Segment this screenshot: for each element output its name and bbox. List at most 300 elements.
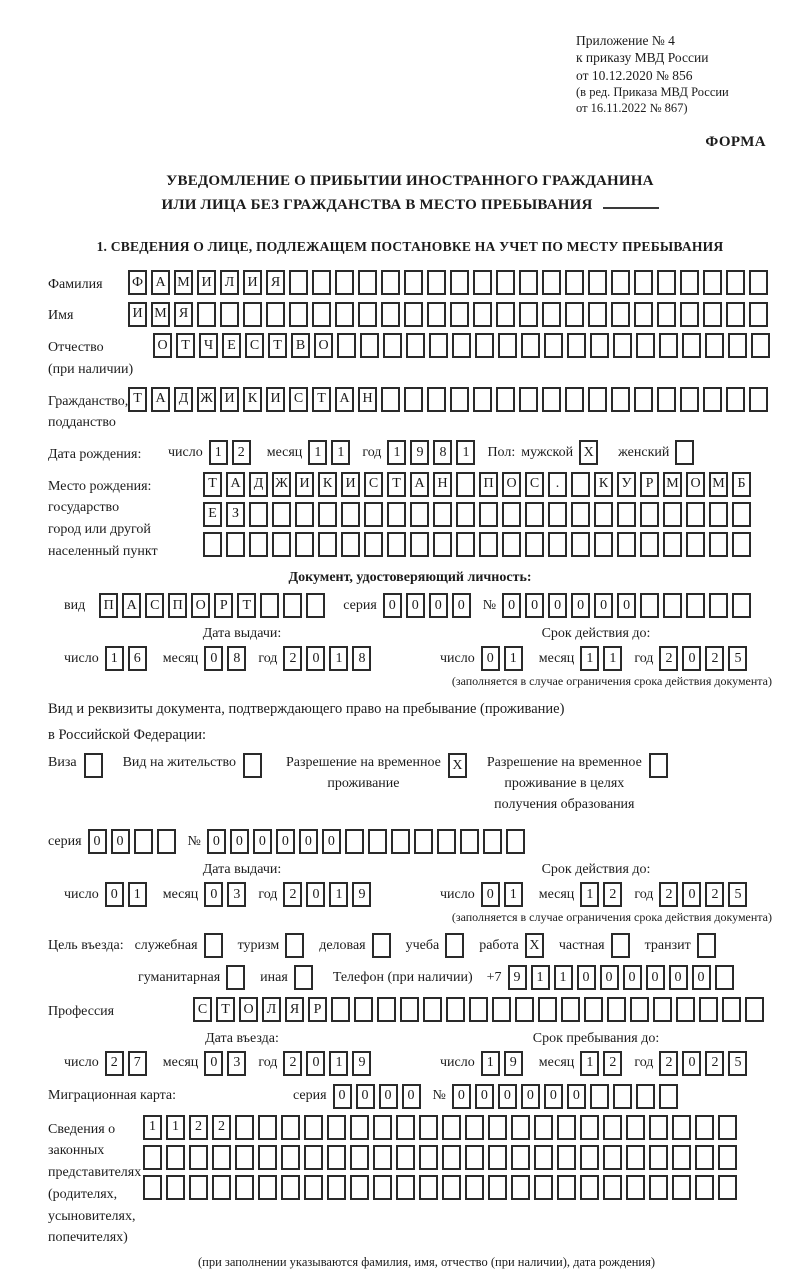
citizenship-box[interactable]: И bbox=[220, 387, 239, 412]
surname-box[interactable] bbox=[289, 270, 308, 295]
representatives-box[interactable] bbox=[580, 1115, 599, 1140]
edu-residence-box[interactable] bbox=[649, 753, 668, 778]
representatives-box[interactable] bbox=[258, 1175, 277, 1200]
residence-series-field[interactable] bbox=[88, 829, 180, 854]
migration-number-box[interactable]: 0 bbox=[521, 1084, 540, 1109]
representatives-box[interactable] bbox=[465, 1175, 484, 1200]
representatives-box[interactable] bbox=[235, 1175, 254, 1200]
representatives-box[interactable] bbox=[166, 1175, 185, 1200]
identity-issue-year-box[interactable]: 8 bbox=[352, 646, 371, 671]
migration-series-box[interactable]: 0 bbox=[379, 1084, 398, 1109]
phone-field[interactable] bbox=[508, 965, 738, 990]
name-box[interactable] bbox=[266, 302, 285, 327]
identity-valid-month-box[interactable]: 1 bbox=[580, 646, 599, 671]
sex-female-checkbox[interactable] bbox=[675, 440, 698, 465]
surname-box[interactable] bbox=[473, 270, 492, 295]
surname-box[interactable] bbox=[588, 270, 607, 295]
migration-number-box[interactable]: 0 bbox=[567, 1084, 586, 1109]
doc-number-box[interactable] bbox=[732, 593, 751, 618]
surname-box[interactable] bbox=[335, 270, 354, 295]
birth-place-box[interactable] bbox=[364, 532, 383, 557]
citizenship-field[interactable] bbox=[128, 387, 772, 412]
residence-valid-year-field[interactable] bbox=[659, 882, 751, 907]
doc-number-box[interactable] bbox=[686, 593, 705, 618]
identity-valid-year-field[interactable] bbox=[659, 646, 751, 671]
birth-day-box[interactable]: 1 bbox=[209, 440, 228, 465]
purpose-private-box[interactable] bbox=[611, 933, 630, 958]
entry-day-field[interactable] bbox=[105, 1051, 151, 1076]
residence-issue-day-box[interactable]: 0 bbox=[105, 882, 124, 907]
profession-box[interactable] bbox=[584, 997, 603, 1022]
profession-box[interactable] bbox=[699, 997, 718, 1022]
name-box[interactable] bbox=[427, 302, 446, 327]
identity-issue-month-box[interactable]: 0 bbox=[204, 646, 223, 671]
stay-year-box[interactable]: 2 bbox=[705, 1051, 724, 1076]
doc-number-box[interactable]: 0 bbox=[502, 593, 521, 618]
profession-box[interactable] bbox=[745, 997, 764, 1022]
representatives-box[interactable] bbox=[672, 1175, 691, 1200]
residence-valid-year-box[interactable]: 2 bbox=[705, 882, 724, 907]
patronymic-box[interactable] bbox=[567, 333, 586, 358]
surname-box[interactable] bbox=[634, 270, 653, 295]
citizenship-box[interactable] bbox=[450, 387, 469, 412]
birth-place-box[interactable] bbox=[709, 502, 728, 527]
surname-box[interactable]: И bbox=[243, 270, 262, 295]
representatives-box[interactable] bbox=[557, 1115, 576, 1140]
birth-place-box[interactable] bbox=[525, 532, 544, 557]
doc-kind-box[interactable]: С bbox=[145, 593, 164, 618]
birth-place-field-line3[interactable] bbox=[203, 532, 755, 557]
residence-number-box[interactable] bbox=[483, 829, 502, 854]
birth-place-box[interactable] bbox=[272, 532, 291, 557]
patronymic-box[interactable] bbox=[751, 333, 770, 358]
residence-issue-year-field[interactable] bbox=[283, 882, 375, 907]
birth-year-box[interactable]: 1 bbox=[456, 440, 475, 465]
birth-place-box[interactable]: К bbox=[318, 472, 337, 497]
representatives-box[interactable] bbox=[327, 1175, 346, 1200]
residence-valid-day-box[interactable]: 0 bbox=[481, 882, 500, 907]
representatives-box[interactable] bbox=[626, 1175, 645, 1200]
representatives-box[interactable] bbox=[695, 1145, 714, 1170]
birth-place-box[interactable] bbox=[249, 502, 268, 527]
birth-month-field[interactable] bbox=[308, 440, 354, 465]
representatives-box[interactable] bbox=[281, 1175, 300, 1200]
stay-year-box[interactable]: 5 bbox=[728, 1051, 747, 1076]
migration-number-box[interactable]: 0 bbox=[452, 1084, 471, 1109]
phone-box[interactable]: 9 bbox=[508, 965, 527, 990]
representatives-box[interactable] bbox=[626, 1115, 645, 1140]
birth-place-box[interactable] bbox=[571, 532, 590, 557]
patronymic-field[interactable] bbox=[153, 333, 774, 358]
birth-place-box[interactable] bbox=[571, 472, 590, 497]
doc-series-box[interactable]: 0 bbox=[406, 593, 425, 618]
patronymic-box[interactable]: Т bbox=[176, 333, 195, 358]
name-box[interactable] bbox=[542, 302, 561, 327]
visa-box[interactable] bbox=[84, 753, 103, 778]
purpose-other-checkbox[interactable] bbox=[294, 965, 317, 990]
representatives-box[interactable] bbox=[419, 1145, 438, 1170]
name-box[interactable] bbox=[197, 302, 216, 327]
surname-box[interactable] bbox=[427, 270, 446, 295]
profession-box[interactable] bbox=[561, 997, 580, 1022]
birth-place-box[interactable]: С bbox=[364, 472, 383, 497]
patronymic-box[interactable]: О bbox=[153, 333, 172, 358]
citizenship-box[interactable] bbox=[381, 387, 400, 412]
residence-issue-year-box[interactable]: 9 bbox=[352, 882, 371, 907]
birth-place-box[interactable] bbox=[502, 502, 521, 527]
residence-series-box[interactable] bbox=[134, 829, 153, 854]
entry-year-box[interactable]: 9 bbox=[352, 1051, 371, 1076]
birth-year-box[interactable]: 8 bbox=[433, 440, 452, 465]
doc-number-box[interactable] bbox=[663, 593, 682, 618]
representatives-box[interactable] bbox=[212, 1175, 231, 1200]
migration-number-box[interactable]: 0 bbox=[475, 1084, 494, 1109]
migration-number-box[interactable] bbox=[613, 1084, 632, 1109]
residence-number-box[interactable] bbox=[506, 829, 525, 854]
identity-issue-day-box[interactable]: 6 bbox=[128, 646, 147, 671]
surname-box[interactable] bbox=[611, 270, 630, 295]
phone-box[interactable]: 0 bbox=[623, 965, 642, 990]
citizenship-box[interactable]: Ж bbox=[197, 387, 216, 412]
name-box[interactable] bbox=[381, 302, 400, 327]
profession-box[interactable] bbox=[607, 997, 626, 1022]
identity-issue-month-box[interactable]: 8 bbox=[227, 646, 246, 671]
purpose-tourism-box[interactable] bbox=[285, 933, 304, 958]
birth-place-box[interactable] bbox=[456, 532, 475, 557]
stay-year-box[interactable]: 0 bbox=[682, 1051, 701, 1076]
birth-place-box[interactable] bbox=[249, 532, 268, 557]
birth-place-box[interactable] bbox=[663, 502, 682, 527]
residence-issue-month-field[interactable] bbox=[204, 882, 250, 907]
doc-number-box[interactable] bbox=[640, 593, 659, 618]
representatives-box[interactable] bbox=[672, 1145, 691, 1170]
representatives-box[interactable] bbox=[442, 1175, 461, 1200]
identity-valid-month-box[interactable]: 1 bbox=[603, 646, 622, 671]
patronymic-box[interactable] bbox=[590, 333, 609, 358]
birth-place-box[interactable]: Н bbox=[433, 472, 452, 497]
representatives-box[interactable] bbox=[396, 1115, 415, 1140]
representatives-box[interactable] bbox=[396, 1175, 415, 1200]
surname-box[interactable] bbox=[358, 270, 377, 295]
temp-residence-checkbox[interactable] bbox=[448, 753, 471, 778]
birth-place-box[interactable] bbox=[295, 502, 314, 527]
representatives-box[interactable] bbox=[189, 1175, 208, 1200]
purpose-business-checkbox[interactable] bbox=[372, 933, 395, 958]
citizenship-box[interactable]: Т bbox=[128, 387, 147, 412]
phone-box[interactable]: 0 bbox=[600, 965, 619, 990]
birth-month-box[interactable]: 1 bbox=[308, 440, 327, 465]
name-box[interactable] bbox=[680, 302, 699, 327]
citizenship-box[interactable] bbox=[496, 387, 515, 412]
identity-issue-year-box[interactable]: 1 bbox=[329, 646, 348, 671]
representatives-box[interactable]: 1 bbox=[143, 1115, 162, 1140]
profession-box[interactable] bbox=[331, 997, 350, 1022]
name-box[interactable] bbox=[289, 302, 308, 327]
surname-box[interactable] bbox=[703, 270, 722, 295]
citizenship-box[interactable] bbox=[588, 387, 607, 412]
migration-number-box[interactable] bbox=[659, 1084, 678, 1109]
representatives-box[interactable] bbox=[603, 1175, 622, 1200]
representatives-box[interactable] bbox=[718, 1175, 737, 1200]
doc-kind-box[interactable]: А bbox=[122, 593, 141, 618]
profession-box[interactable] bbox=[423, 997, 442, 1022]
doc-kind-box[interactable] bbox=[260, 593, 279, 618]
entry-month-box[interactable]: 3 bbox=[227, 1051, 246, 1076]
profession-box[interactable] bbox=[446, 997, 465, 1022]
birth-place-box[interactable] bbox=[295, 532, 314, 557]
birth-place-field-line2[interactable] bbox=[203, 502, 755, 527]
birth-place-box[interactable] bbox=[525, 502, 544, 527]
citizenship-box[interactable] bbox=[404, 387, 423, 412]
birth-place-box[interactable]: И bbox=[341, 472, 360, 497]
birth-place-box[interactable] bbox=[548, 502, 567, 527]
name-box[interactable] bbox=[404, 302, 423, 327]
representatives-box[interactable] bbox=[488, 1175, 507, 1200]
birth-place-field-line1[interactable] bbox=[203, 472, 755, 497]
birth-place-box[interactable] bbox=[341, 502, 360, 527]
representatives-box[interactable] bbox=[235, 1145, 254, 1170]
surname-box[interactable] bbox=[657, 270, 676, 295]
surname-box[interactable]: А bbox=[151, 270, 170, 295]
surname-box[interactable] bbox=[680, 270, 699, 295]
stay-month-box[interactable]: 1 bbox=[580, 1051, 599, 1076]
phone-box[interactable]: 0 bbox=[646, 965, 665, 990]
birth-place-box[interactable] bbox=[341, 532, 360, 557]
name-box[interactable] bbox=[749, 302, 768, 327]
citizenship-box[interactable]: А bbox=[335, 387, 354, 412]
representatives-box[interactable] bbox=[488, 1145, 507, 1170]
patronymic-box[interactable] bbox=[544, 333, 563, 358]
migration-series-box[interactable]: 0 bbox=[333, 1084, 352, 1109]
birth-day-field[interactable] bbox=[209, 440, 255, 465]
doc-series-field[interactable] bbox=[383, 593, 475, 618]
patronymic-box[interactable] bbox=[360, 333, 379, 358]
purpose-study-checkbox[interactable] bbox=[445, 933, 468, 958]
profession-box[interactable]: Л bbox=[262, 997, 281, 1022]
representatives-box[interactable] bbox=[281, 1115, 300, 1140]
birth-place-box[interactable] bbox=[433, 502, 452, 527]
representatives-box[interactable] bbox=[327, 1145, 346, 1170]
name-box[interactable] bbox=[726, 302, 745, 327]
profession-box[interactable]: С bbox=[193, 997, 212, 1022]
birth-year-box[interactable]: 1 bbox=[387, 440, 406, 465]
citizenship-box[interactable]: К bbox=[243, 387, 262, 412]
residence-issue-year-box[interactable]: 1 bbox=[329, 882, 348, 907]
residence-series-box[interactable]: 0 bbox=[88, 829, 107, 854]
identity-valid-day-box[interactable]: 1 bbox=[504, 646, 523, 671]
birth-place-box[interactable] bbox=[318, 532, 337, 557]
residence-issue-month-box[interactable]: 3 bbox=[227, 882, 246, 907]
representatives-box[interactable] bbox=[350, 1175, 369, 1200]
name-box[interactable] bbox=[473, 302, 492, 327]
migration-series-box[interactable]: 0 bbox=[356, 1084, 375, 1109]
birth-place-box[interactable]: А bbox=[226, 472, 245, 497]
representatives-box[interactable] bbox=[419, 1175, 438, 1200]
representatives-box[interactable] bbox=[649, 1115, 668, 1140]
representatives-box[interactable] bbox=[373, 1175, 392, 1200]
birth-place-box[interactable]: М bbox=[663, 472, 682, 497]
profession-box[interactable] bbox=[630, 997, 649, 1022]
entry-day-box[interactable]: 7 bbox=[128, 1051, 147, 1076]
birth-place-box[interactable]: Т bbox=[387, 472, 406, 497]
doc-series-box[interactable]: 0 bbox=[429, 593, 448, 618]
representatives-box[interactable] bbox=[166, 1145, 185, 1170]
identity-issue-year-field[interactable] bbox=[283, 646, 375, 671]
birth-place-box[interactable] bbox=[640, 502, 659, 527]
purpose-study-box[interactable] bbox=[445, 933, 464, 958]
representatives-box[interactable] bbox=[465, 1115, 484, 1140]
residence-permit-box[interactable] bbox=[243, 753, 262, 778]
patronymic-box[interactable] bbox=[452, 333, 471, 358]
representatives-box[interactable] bbox=[649, 1175, 668, 1200]
surname-box[interactable] bbox=[519, 270, 538, 295]
profession-box[interactable] bbox=[400, 997, 419, 1022]
doc-kind-box[interactable] bbox=[306, 593, 325, 618]
representatives-box[interactable] bbox=[511, 1115, 530, 1140]
patronymic-box[interactable]: Ч bbox=[199, 333, 218, 358]
birth-place-box[interactable] bbox=[479, 532, 498, 557]
residence-valid-month-box[interactable]: 1 bbox=[580, 882, 599, 907]
birth-place-box[interactable] bbox=[594, 532, 613, 557]
identity-valid-year-box[interactable]: 2 bbox=[659, 646, 678, 671]
citizenship-box[interactable]: Н bbox=[358, 387, 377, 412]
purpose-work-box[interactable]: X bbox=[525, 933, 544, 958]
sex-male-box[interactable]: X bbox=[579, 440, 598, 465]
phone-box[interactable] bbox=[715, 965, 734, 990]
patronymic-box[interactable]: Е bbox=[222, 333, 241, 358]
residence-issue-month-box[interactable]: 0 bbox=[204, 882, 223, 907]
citizenship-box[interactable]: А bbox=[151, 387, 170, 412]
edu-residence-checkbox[interactable] bbox=[649, 753, 672, 778]
name-box[interactable] bbox=[335, 302, 354, 327]
birth-year-box[interactable]: 9 bbox=[410, 440, 429, 465]
birth-place-box[interactable]: Е bbox=[203, 502, 222, 527]
purpose-business-box[interactable] bbox=[372, 933, 391, 958]
representatives-box[interactable] bbox=[396, 1145, 415, 1170]
sex-female-box[interactable] bbox=[675, 440, 694, 465]
name-box[interactable] bbox=[358, 302, 377, 327]
birth-place-box[interactable] bbox=[387, 532, 406, 557]
residence-valid-month-field[interactable] bbox=[580, 882, 626, 907]
residence-number-box[interactable] bbox=[460, 829, 479, 854]
phone-box[interactable]: 0 bbox=[577, 965, 596, 990]
representatives-box[interactable] bbox=[373, 1115, 392, 1140]
profession-box[interactable] bbox=[722, 997, 741, 1022]
birth-place-box[interactable]: З bbox=[226, 502, 245, 527]
birth-place-box[interactable] bbox=[732, 532, 751, 557]
birth-day-box[interactable]: 2 bbox=[232, 440, 251, 465]
patronymic-box[interactable]: Т bbox=[268, 333, 287, 358]
purpose-humanitarian-checkbox[interactable] bbox=[226, 965, 249, 990]
entry-year-box[interactable]: 1 bbox=[329, 1051, 348, 1076]
name-box[interactable] bbox=[588, 302, 607, 327]
name-field[interactable] bbox=[128, 302, 772, 327]
patronymic-box[interactable] bbox=[636, 333, 655, 358]
birth-year-field[interactable] bbox=[387, 440, 479, 465]
representatives-box[interactable] bbox=[442, 1115, 461, 1140]
birth-place-box[interactable] bbox=[318, 502, 337, 527]
birth-place-box[interactable] bbox=[226, 532, 245, 557]
name-box[interactable] bbox=[450, 302, 469, 327]
citizenship-box[interactable] bbox=[634, 387, 653, 412]
patronymic-box[interactable] bbox=[383, 333, 402, 358]
representatives-box[interactable] bbox=[580, 1145, 599, 1170]
doc-series-box[interactable]: 0 bbox=[452, 593, 471, 618]
identity-issue-year-box[interactable]: 2 bbox=[283, 646, 302, 671]
surname-box[interactable] bbox=[542, 270, 561, 295]
representatives-box[interactable] bbox=[603, 1145, 622, 1170]
citizenship-box[interactable]: Т bbox=[312, 387, 331, 412]
identity-issue-year-box[interactable]: 0 bbox=[306, 646, 325, 671]
phone-box[interactable]: 1 bbox=[554, 965, 573, 990]
stay-day-box[interactable]: 1 bbox=[481, 1051, 500, 1076]
doc-number-box[interactable]: 0 bbox=[594, 593, 613, 618]
purpose-humanitarian-box[interactable] bbox=[226, 965, 245, 990]
representatives-box[interactable] bbox=[580, 1175, 599, 1200]
patronymic-box[interactable] bbox=[475, 333, 494, 358]
doc-number-box[interactable]: 0 bbox=[617, 593, 636, 618]
doc-kind-field[interactable] bbox=[99, 593, 329, 618]
migration-number-box[interactable]: 0 bbox=[498, 1084, 517, 1109]
purpose-other-box[interactable] bbox=[294, 965, 313, 990]
residence-issue-day-box[interactable]: 1 bbox=[128, 882, 147, 907]
residence-issue-year-box[interactable]: 2 bbox=[283, 882, 302, 907]
surname-box[interactable] bbox=[749, 270, 768, 295]
representatives-box[interactable] bbox=[511, 1145, 530, 1170]
citizenship-box[interactable] bbox=[657, 387, 676, 412]
patronymic-box[interactable] bbox=[659, 333, 678, 358]
profession-box[interactable] bbox=[515, 997, 534, 1022]
stay-year-box[interactable]: 2 bbox=[659, 1051, 678, 1076]
citizenship-box[interactable] bbox=[519, 387, 538, 412]
profession-box[interactable] bbox=[354, 997, 373, 1022]
entry-year-box[interactable]: 0 bbox=[306, 1051, 325, 1076]
representatives-box[interactable] bbox=[304, 1145, 323, 1170]
residence-number-box[interactable] bbox=[368, 829, 387, 854]
representatives-box[interactable] bbox=[143, 1175, 162, 1200]
birth-place-box[interactable] bbox=[502, 532, 521, 557]
birth-place-box[interactable]: И bbox=[295, 472, 314, 497]
birth-place-box[interactable]: О bbox=[686, 472, 705, 497]
residence-number-box[interactable]: 0 bbox=[230, 829, 249, 854]
surname-box[interactable]: М bbox=[174, 270, 193, 295]
birth-place-box[interactable] bbox=[479, 502, 498, 527]
birth-place-box[interactable] bbox=[617, 532, 636, 557]
patronymic-box[interactable] bbox=[728, 333, 747, 358]
representatives-box[interactable] bbox=[235, 1115, 254, 1140]
citizenship-box[interactable] bbox=[565, 387, 584, 412]
profession-box[interactable] bbox=[469, 997, 488, 1022]
residence-number-field[interactable] bbox=[207, 829, 529, 854]
surname-field[interactable] bbox=[128, 270, 772, 295]
representatives-box[interactable] bbox=[350, 1115, 369, 1140]
representatives-box[interactable] bbox=[419, 1115, 438, 1140]
birth-place-box[interactable]: С bbox=[525, 472, 544, 497]
citizenship-box[interactable] bbox=[542, 387, 561, 412]
residence-valid-day-box[interactable]: 1 bbox=[504, 882, 523, 907]
representatives-box[interactable] bbox=[350, 1145, 369, 1170]
identity-valid-day-box[interactable]: 0 bbox=[481, 646, 500, 671]
residence-number-box[interactable]: 0 bbox=[276, 829, 295, 854]
patronymic-box[interactable] bbox=[429, 333, 448, 358]
identity-issue-month-field[interactable] bbox=[204, 646, 250, 671]
representatives-field-line1[interactable] bbox=[143, 1115, 741, 1140]
citizenship-box[interactable] bbox=[703, 387, 722, 412]
birth-place-box[interactable] bbox=[571, 502, 590, 527]
representatives-box[interactable] bbox=[511, 1175, 530, 1200]
representatives-box[interactable] bbox=[442, 1145, 461, 1170]
residence-series-box[interactable]: 0 bbox=[111, 829, 130, 854]
